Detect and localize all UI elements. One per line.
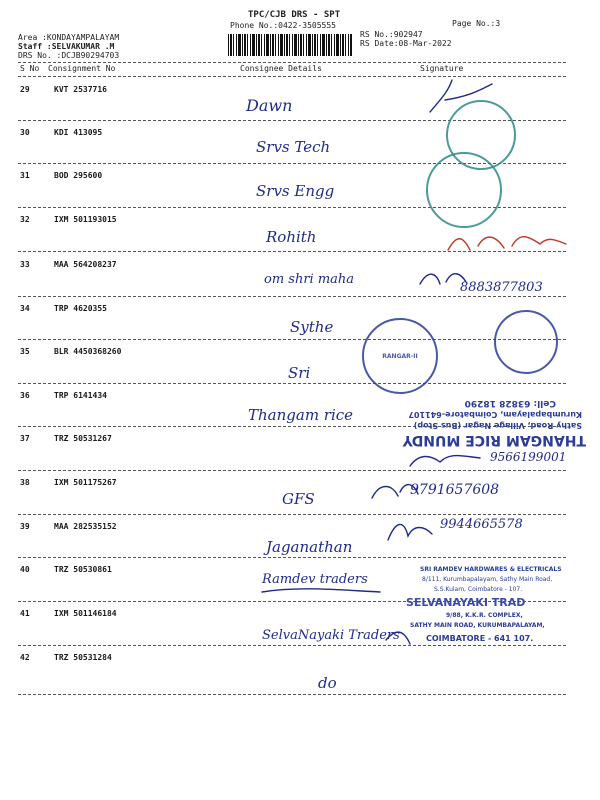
signature-phone: 9791657608 (410, 482, 500, 498)
consignee-handwriting: Rohith (266, 228, 317, 246)
row-sno: 37 (20, 434, 30, 443)
row-sno: 39 (20, 522, 30, 531)
page-number: Page No.:3 (452, 19, 501, 28)
ramdev-stamp-name: SRI RAMDEV HARDWARES & ELECTRICALS (420, 566, 562, 573)
consignee-handwriting: Sythe (290, 318, 334, 336)
row-consignment: TRZ 50530861 (54, 565, 112, 574)
row-sno: 38 (20, 478, 30, 487)
col-sno: S No (20, 64, 40, 73)
signature-row-40 (262, 589, 380, 592)
row-consignment: IXM 501146184 (54, 609, 117, 618)
document-title: TPC/CJB DRS - SPT (248, 10, 341, 20)
signature-row-38 (372, 485, 418, 498)
thangam-stamp-name: THANGAM RICE MUNDY (402, 432, 586, 448)
consignee-handwriting: Srvs Engg (256, 182, 335, 200)
row-consignment: MAA 564208237 (54, 260, 117, 269)
thangam-stamp-cell: Cell: 63828 18290 (464, 398, 556, 408)
selvanayaki-stamp-address1: 9/88, K.K.R. COMPLEX, (446, 612, 523, 619)
row-sno: 42 (20, 653, 30, 662)
consignee-handwriting: do (318, 674, 337, 692)
consignee-handwriting: Dawn (246, 96, 293, 115)
row-consignment: IXM 501193015 (54, 215, 117, 224)
row-consignment: TRP 6141434 (54, 391, 107, 400)
signature-row-39 (388, 524, 432, 540)
area-label: Area :KONDAYAMPALAYAM (18, 33, 120, 42)
row-consignment: KDI 413095 (54, 128, 103, 137)
row-sno: 41 (20, 609, 30, 618)
col-consignee: Consignee Details (240, 64, 322, 73)
consignee-handwriting: GFS (282, 490, 315, 508)
col-signature: Signature (420, 64, 464, 73)
row-consignment: MAA 282535152 (54, 522, 117, 531)
row-sno: 30 (20, 128, 30, 137)
thangam-stamp (386, 378, 586, 448)
row-sno: 32 (20, 215, 30, 224)
row-sno: 29 (20, 85, 30, 94)
signature-row-32 (448, 237, 504, 250)
signature-phone: 9944665578 (440, 517, 523, 532)
consignee-handwriting: om shri maha (264, 272, 355, 287)
selvanayaki-stamp-address2: SATHY MAIN ROAD, KURUMBAPALAYAM, (410, 622, 545, 629)
round-seal-right (494, 310, 558, 374)
row-sno: 36 (20, 391, 30, 400)
rs-number: RS No.:902947 (360, 30, 423, 39)
selvanayaki-stamp-city: COIMBATORE - 641 107. (426, 634, 534, 643)
phone-number: Phone No.:0422-3505555 (230, 21, 336, 30)
consignee-handwriting: SelvaNayaki Traders (262, 628, 400, 643)
row-sno: 34 (20, 304, 30, 313)
rs-date: RS Date:08-Mar-2022 (360, 39, 452, 48)
row-consignment: TRZ 50531284 (54, 653, 112, 662)
row-consignment: TRZ 50531267 (54, 434, 112, 443)
drs-number: DRS No. :DCJB90294703 (18, 51, 120, 60)
row-sno: 35 (20, 347, 30, 356)
signature-row-37 (410, 456, 480, 467)
signature-phone: 8883877803 (460, 280, 543, 295)
row-sno: 40 (20, 565, 30, 574)
selvanayaki-stamp (406, 596, 592, 658)
thangam-stamp-address1: Sathy Road, Village Nagar (Bus Stop) (413, 421, 582, 430)
row-consignment: KVT 2537716 (54, 85, 107, 94)
pumps-seal-inner: RANGAR-II (382, 352, 418, 360)
row-consignment: BOD 295600 (54, 171, 103, 180)
row-consignment: IXM 501175267 (54, 478, 117, 487)
row-sno: 33 (20, 260, 30, 269)
round-seal-mid (426, 152, 502, 228)
consignee-handwriting: Jaganathan (266, 538, 353, 556)
signature-row-33 (420, 274, 466, 284)
row-sno: 31 (20, 171, 30, 180)
thangam-stamp-address2: Kurumbapalayam, Coimbatore-641107 (408, 410, 582, 419)
signature-phone: 9566199001 (490, 450, 567, 464)
ramdev-stamp-address2: S.S.Kulam, Coimbatore - 107. (434, 586, 523, 593)
ramdev-stamp-address1: 8/111, Kurumbapalayam, Sathy Main Road, (422, 576, 553, 583)
signature-row-32b (512, 237, 566, 246)
row-consignment: BLR 4450368260 (54, 347, 122, 356)
staff-label: Staff :SELVAKUMAR .M (18, 42, 115, 51)
consignee-handwriting: Ramdev traders (262, 572, 368, 587)
consignee-handwriting: Srvs Tech (256, 138, 331, 156)
consignee-handwriting: Sri (288, 364, 311, 382)
col-consignment: Consignment No (48, 64, 116, 73)
selvanayaki-stamp-name: SELVANAYAKI TRAD (406, 596, 526, 609)
row-consignment: TRP 4620355 (54, 304, 107, 313)
consignee-handwriting: Thangam rice (248, 406, 354, 424)
